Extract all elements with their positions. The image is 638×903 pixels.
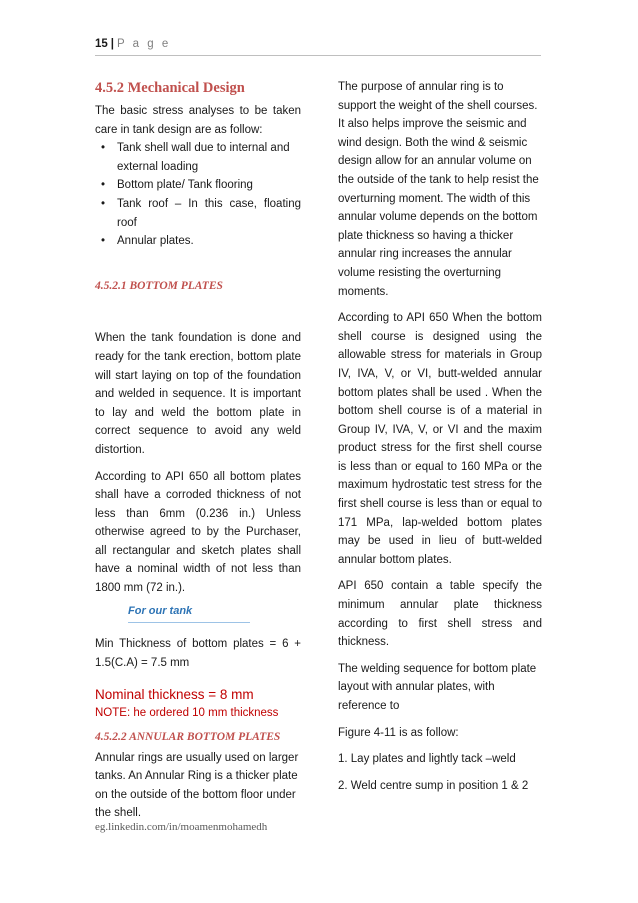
right-column <box>338 78 542 795</box>
page-header <box>95 38 541 56</box>
nominal-thickness-text: Nominal thickness = 8 mm <box>95 687 254 703</box>
api-650-paragraph: According to API 650 all bottom plates shall have a corroded thickness of not less than 6mm (0.236 in.) Unless otherwise agreed to by the Purchaser, all rectangular and sketch plates shall have a nominal width of not less than 1800 mm (72 in.). <box>95 470 301 595</box>
subsection-heading-annular: 4.5.2.2 ANNULAR BOTTOM PLATES <box>95 731 281 744</box>
bullet-icon: • <box>101 179 106 192</box>
api-650-table-paragraph: API 650 contain a table specify the minimum annular plate thickness according to first shell stress and thickness. <box>338 580 542 649</box>
ordered-thickness-note: NOTE: he ordered 10 mm thickness <box>95 707 279 720</box>
page-number: 15 <box>95 38 108 50</box>
api-650-annular-paragraph: According to API 650 When the bottom shell course is designed using the allowable stress for materials in Group IV, IVA, V, or VI, butt-welded annular bottom plates shall be used . When the bottom shell course is of a material in Group IV, IVA, V, or VI and the maxim product stress for the first shell course is less than or equal to 160 MPa or the maximum hydrostatic test stress for the first shell course is less than or equal to 171 MPa, lap-welded bottom plates may be used in lieu of butt-welded annular bottom plates. <box>338 312 542 566</box>
figure-reference: Figure 4-11 is as follow: <box>338 726 459 739</box>
list-item: • Tank roof – In this case, floating roof <box>117 195 301 232</box>
bullet-icon: • <box>101 142 106 155</box>
footer-link: eg.linkedin.com/in/moamenmohamedh <box>95 821 268 833</box>
page-label: P a g e <box>117 38 171 50</box>
intro-paragraph: The basic stress analyses to be taken care in tank design are as follow: <box>95 105 301 136</box>
sequence-step-1: 1. Lay plates and lightly tack –weld <box>338 753 516 766</box>
min-thickness-text: Min Thickness of bottom plates = 6 + 1.5(C.A) = 7.5 mm <box>95 638 301 669</box>
header-separator: | <box>110 38 115 50</box>
sequence-step-2: 2. Weld centre sump in position 1 & 2 <box>338 779 529 792</box>
bottom-plates-paragraph: When the tank foundation is done and ready for the tank erection, bottom plate will start laying on top of the foundation and welded in sequence. It is important to lay and weld the bottom plate in correct sequence to avoid any weld distortion. <box>95 332 301 456</box>
bullet-icon: • <box>101 235 106 248</box>
list-item: • Tank shell wall due to internal and external loading <box>117 139 301 176</box>
subsection-heading-bottom-plates: 4.5.2.1 BOTTOM PLATES <box>95 279 223 292</box>
tank-note-label: For our tank <box>128 602 250 624</box>
welding-sequence-paragraph: The welding sequence for bottom plate layout with annular plates, with reference to <box>338 662 537 712</box>
bullet-icon: • <box>101 197 106 210</box>
list-item: • Annular plates. <box>117 232 301 251</box>
section-heading: 4.5.2 Mechanical Design <box>95 80 245 96</box>
annular-purpose-paragraph: The purpose of annular ring is to support the weight of the shell courses. It also helps improve the seismic and wind design. Both the wind & seismic design allow for an annular volume on the outside of the tank to help resist the overturning moment. The width of this annular volume depends on the bottom plate thickness so having a thicker annular ring increases the annular volume resisting the overturning moments. <box>338 81 539 298</box>
left-column <box>95 78 301 823</box>
stress-analysis-list <box>95 139 301 251</box>
annular-rings-paragraph: Annular rings are usually used on larger tanks. An Annular Ring is a thicker plate on the outside of the bottom floor under the shell. <box>95 751 299 820</box>
list-item: • Bottom plate/ Tank flooring <box>117 176 301 195</box>
